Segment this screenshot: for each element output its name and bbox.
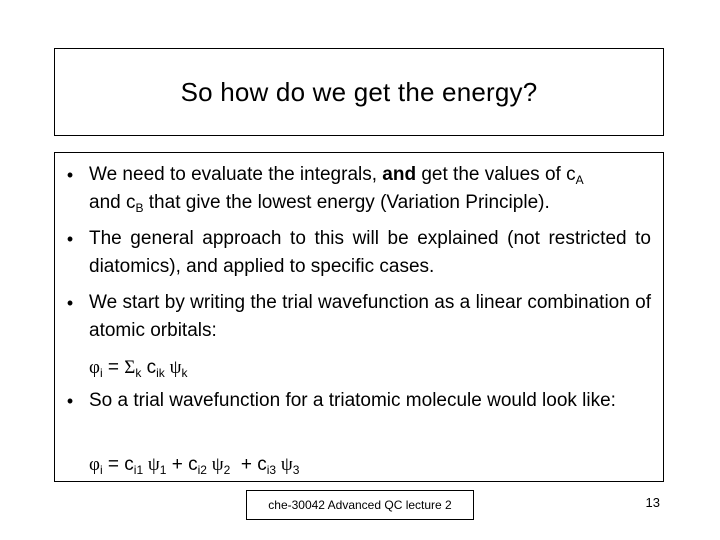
bullet-dot: • (66, 165, 74, 185)
equation-lcao: $\varphi_i = \Sigma_k$ $c_{ik}$ $\psi_k$ (89, 357, 188, 380)
phi-symbol: φ (89, 454, 100, 475)
footer-box (246, 490, 474, 520)
bullet-1-sub-a: A (575, 173, 584, 187)
psi-symbol: ψ (143, 454, 160, 475)
footer-text: che-30042 Advanced QC lecture 2 (268, 498, 452, 512)
bullet-1-text-d: that give the lowest energy (Variation Principle). (143, 192, 550, 213)
psi-symbol: ψ (164, 357, 182, 378)
sigma-symbol: Σ (124, 357, 136, 378)
bullet-dot: • (66, 293, 74, 313)
slide-title: So how do we get the energy? (180, 76, 538, 107)
bullet-2-text: The general approach to this will be explained (not restricted to diatomics), and applied to specific cases. (89, 228, 651, 277)
bullet-dot: • (66, 229, 74, 249)
equation-triatomic: $\varphi_i = c_{i1}$ $\psi_1 + c_{i2}$ $\psi_2 + c_{i3}$ $\psi_3$ (89, 454, 300, 477)
content-box (54, 152, 664, 482)
bullet-1-text-b: get the values of c (416, 164, 576, 185)
bullet-4-text: So a trial wavefunction for a triatomic molecule would look like: (89, 390, 616, 411)
bullet-3-text: We start by writing the trial wavefunction as a linear combination of atomic orbitals: (89, 292, 651, 341)
psi-symbol: ψ (206, 454, 224, 475)
phi-symbol: φ (89, 357, 100, 378)
psi-symbol: ψ (276, 454, 293, 475)
title-box (54, 48, 664, 136)
bullet-1-text-c: and c (89, 192, 136, 213)
page-number: 13 (645, 495, 660, 510)
bullet-dot: • (66, 391, 74, 411)
bullet-1-bold: and (382, 164, 417, 185)
bullet-1-text-a: We need to evaluate the integrals, (89, 164, 383, 185)
bullet-1-sub-b: B (135, 201, 144, 215)
